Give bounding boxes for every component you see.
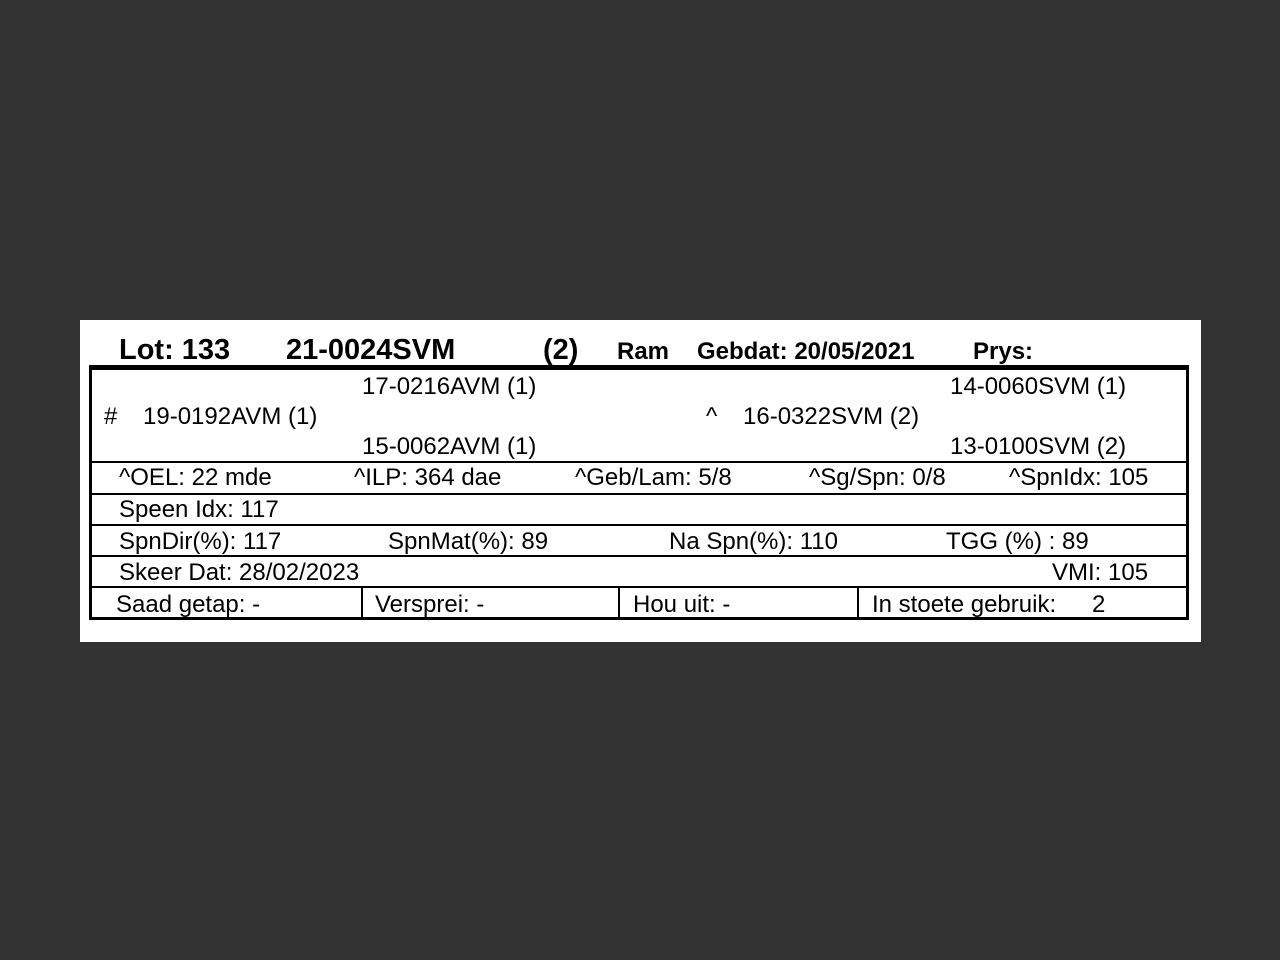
in-stoete-label: In stoete gebruik: bbox=[872, 591, 1057, 618]
oel-stat: ^OEL: 22 mde bbox=[119, 464, 272, 491]
saad-getap: Saad getap: - bbox=[116, 591, 261, 618]
sire-sire: 17-0216AVM (1) bbox=[362, 373, 537, 400]
column-divider bbox=[618, 586, 620, 617]
row-divider bbox=[92, 586, 1186, 588]
dam-sire: 14-0060SVM (1) bbox=[950, 373, 1127, 400]
row-divider bbox=[92, 493, 1186, 495]
row-divider bbox=[92, 555, 1186, 557]
animal-id: 21-0024SVM bbox=[286, 334, 456, 366]
geb-lam-stat: ^Geb/Lam: 5/8 bbox=[575, 464, 732, 491]
dam-dam: 13-0100SVM (2) bbox=[950, 433, 1127, 460]
column-divider bbox=[361, 586, 363, 617]
tgg: TGG (%) : 89 bbox=[946, 528, 1089, 555]
ilp-stat: ^ILP: 364 dae bbox=[354, 464, 502, 491]
price-label: Prys: bbox=[973, 338, 1034, 365]
sire: 19-0192AVM (1) bbox=[143, 403, 318, 430]
birth-date: Gebdat: 20/05/2021 bbox=[697, 338, 915, 365]
row-divider bbox=[92, 461, 1186, 463]
row-divider bbox=[92, 524, 1186, 526]
lot-card bbox=[80, 320, 1201, 642]
hou-uit: Hou uit: - bbox=[633, 591, 731, 618]
speen-idx: Speen Idx: 117 bbox=[119, 496, 279, 523]
sire-dam: 15-0062AVM (1) bbox=[362, 433, 537, 460]
in-stoete-value: 2 bbox=[1092, 591, 1106, 618]
lot-number: Lot: 133 bbox=[119, 334, 231, 366]
column-divider bbox=[857, 586, 859, 617]
spn-dir: SpnDir(%): 117 bbox=[119, 528, 282, 555]
data-table-border bbox=[89, 367, 1189, 620]
spn-mat: SpnMat(%): 89 bbox=[388, 528, 549, 555]
versprei: Versprei: - bbox=[375, 591, 485, 618]
na-spn: Na Spn(%): 110 bbox=[669, 528, 838, 555]
vmi: VMI: 105 bbox=[1052, 559, 1149, 586]
animal-count: (2) bbox=[543, 334, 579, 366]
shear-date: Skeer Dat: 28/02/2023 bbox=[119, 559, 360, 586]
sg-spn-stat: ^Sg/Spn: 0/8 bbox=[809, 464, 946, 491]
spn-idx-stat: ^SpnIdx: 105 bbox=[1009, 464, 1149, 491]
sire-marker: # bbox=[104, 403, 118, 430]
dam-marker: ^ bbox=[706, 403, 718, 430]
animal-type: Ram bbox=[617, 338, 670, 365]
dam: 16-0322SVM (2) bbox=[743, 403, 920, 430]
